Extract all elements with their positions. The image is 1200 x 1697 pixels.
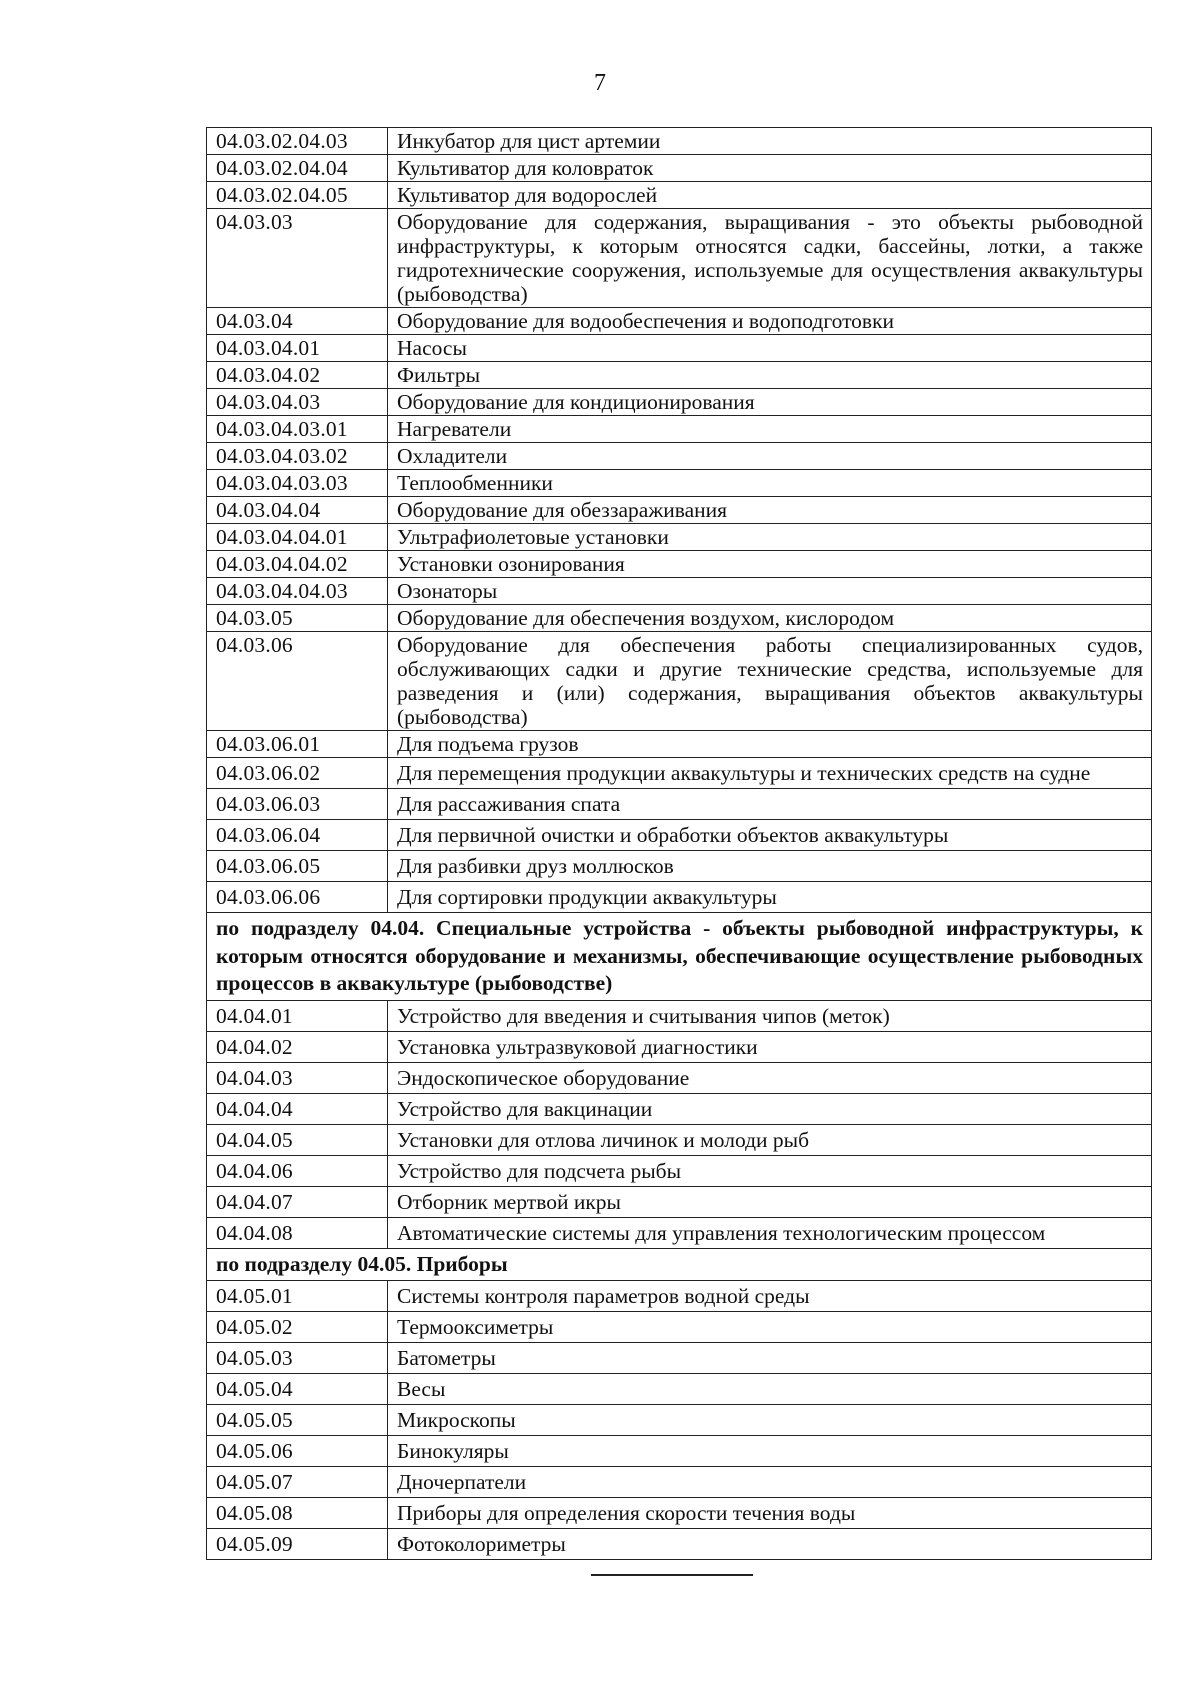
table-row bbox=[207, 443, 1152, 470]
table-row bbox=[207, 789, 1152, 820]
row-description: Микроскопы bbox=[388, 1405, 1152, 1436]
row-code: 04.03.06.05 bbox=[207, 851, 388, 882]
row-code: 04.03.02.04.04 bbox=[207, 155, 388, 182]
section-header-row bbox=[207, 1248, 1152, 1281]
row-description: Батометры bbox=[388, 1343, 1152, 1374]
table-row bbox=[207, 362, 1152, 389]
row-code: 04.05.09 bbox=[207, 1529, 388, 1560]
row-description: Весы bbox=[388, 1374, 1152, 1405]
row-description: Культиватор для водорослей bbox=[388, 182, 1152, 209]
row-description: Приборы для определения скорости течения воды bbox=[388, 1498, 1152, 1529]
table-row bbox=[207, 1186, 1152, 1217]
row-code: 04.03.04.04.02 bbox=[207, 551, 388, 578]
table-row bbox=[207, 1436, 1152, 1467]
row-description: Для разбивки друз моллюсков bbox=[388, 851, 1152, 882]
table-row bbox=[207, 820, 1152, 851]
table-row bbox=[207, 758, 1152, 789]
row-description: Устройство для введения и считывания чипов (меток) bbox=[388, 1000, 1152, 1031]
row-description: Нагреватели bbox=[388, 416, 1152, 443]
row-code: 04.04.01 bbox=[207, 1000, 388, 1031]
row-code: 04.05.02 bbox=[207, 1312, 388, 1343]
row-description: Оборудование для обеспечения воздухом, кислородом bbox=[388, 605, 1152, 632]
row-description: Ультрафиолетовые установки bbox=[388, 524, 1152, 551]
row-description: Для перемещения продукции аквакультуры и технических средств на судне bbox=[388, 758, 1152, 789]
row-description: Насосы bbox=[388, 335, 1152, 362]
row-description: Оборудование для кондиционирования bbox=[388, 389, 1152, 416]
row-code: 04.03.04.04.03 bbox=[207, 578, 388, 605]
table-row bbox=[207, 851, 1152, 882]
row-code: 04.03.06 bbox=[207, 632, 388, 731]
table-row bbox=[207, 1093, 1152, 1124]
row-code: 04.05.04 bbox=[207, 1374, 388, 1405]
row-description: Фотоколориметры bbox=[388, 1529, 1152, 1560]
row-description: Для подъема грузов bbox=[388, 731, 1152, 758]
row-description: Дночерпатели bbox=[388, 1467, 1152, 1498]
table-row bbox=[207, 1124, 1152, 1155]
row-code: 04.04.07 bbox=[207, 1186, 388, 1217]
table-row bbox=[207, 1467, 1152, 1498]
table-body-0405 bbox=[207, 1281, 1152, 1560]
row-code: 04.04.02 bbox=[207, 1031, 388, 1062]
table-row bbox=[207, 882, 1152, 913]
table-row bbox=[207, 551, 1152, 578]
row-code: 04.05.07 bbox=[207, 1467, 388, 1498]
row-code: 04.04.04 bbox=[207, 1093, 388, 1124]
row-code: 04.03.02.04.03 bbox=[207, 128, 388, 155]
row-code: 04.04.08 bbox=[207, 1217, 388, 1248]
table-row bbox=[207, 1498, 1152, 1529]
row-description: Охладители bbox=[388, 443, 1152, 470]
row-code: 04.03.04.03 bbox=[207, 389, 388, 416]
row-description: Культиватор для коловраток bbox=[388, 155, 1152, 182]
end-divider bbox=[591, 1574, 753, 1576]
row-code: 04.04.03 bbox=[207, 1062, 388, 1093]
classification-table bbox=[206, 127, 1152, 1560]
table-row bbox=[207, 1062, 1152, 1093]
row-code: 04.05.08 bbox=[207, 1498, 388, 1529]
row-description: Отборник мертвой икры bbox=[388, 1186, 1152, 1217]
table-row bbox=[207, 335, 1152, 362]
row-description: Для сортировки продукции аквакультуры bbox=[388, 882, 1152, 913]
row-description: Установки озонирования bbox=[388, 551, 1152, 578]
row-description: Бинокуляры bbox=[388, 1436, 1152, 1467]
row-code: 04.03.04.03.02 bbox=[207, 443, 388, 470]
table-row bbox=[207, 1155, 1152, 1186]
table-row bbox=[207, 1217, 1152, 1248]
row-code: 04.03.06.02 bbox=[207, 758, 388, 789]
page-number: 7 bbox=[594, 70, 606, 96]
row-description: Устройство для подсчета рыбы bbox=[388, 1155, 1152, 1186]
table-body-0404 bbox=[207, 1000, 1152, 1248]
row-code: 04.03.04 bbox=[207, 308, 388, 335]
row-code: 04.04.06 bbox=[207, 1155, 388, 1186]
table-row bbox=[207, 1343, 1152, 1374]
row-description: Теплообменники bbox=[388, 470, 1152, 497]
table-row bbox=[207, 182, 1152, 209]
row-description: Автоматические системы для управления технологическим процессом bbox=[388, 1217, 1152, 1248]
row-description: Фильтры bbox=[388, 362, 1152, 389]
section-0404 bbox=[207, 913, 1152, 1001]
row-code: 04.03.04.01 bbox=[207, 335, 388, 362]
table-row bbox=[207, 1000, 1152, 1031]
table-body-0403 bbox=[207, 128, 1152, 913]
row-description: Установки для отлова личинок и молоди рыб bbox=[388, 1124, 1152, 1155]
row-description: Оборудование для обеззараживания bbox=[388, 497, 1152, 524]
row-code: 04.03.05 bbox=[207, 605, 388, 632]
row-description: Оборудование для обеспечения работы специализированных судов, обслуживающих садки и другие технические средства, используемые для разведения и (или) содержания, выращивания объектов аквакультуры (рыбоводства) bbox=[388, 632, 1152, 731]
table-row bbox=[207, 497, 1152, 524]
row-description: Для рассаживания спата bbox=[388, 789, 1152, 820]
table-row bbox=[207, 1405, 1152, 1436]
row-code: 04.03.06.04 bbox=[207, 820, 388, 851]
row-description: Установка ультразвуковой диагностики bbox=[388, 1031, 1152, 1062]
table-row bbox=[207, 209, 1152, 308]
table-row bbox=[207, 605, 1152, 632]
table-row bbox=[207, 416, 1152, 443]
row-code: 04.03.06.06 bbox=[207, 882, 388, 913]
table-row bbox=[207, 1031, 1152, 1062]
row-description: Эндоскопическое оборудование bbox=[388, 1062, 1152, 1093]
row-code: 04.03.03 bbox=[207, 209, 388, 308]
row-code: 04.05.01 bbox=[207, 1281, 388, 1312]
row-description: Оборудование для водообеспечения и водоподготовки bbox=[388, 308, 1152, 335]
table-row bbox=[207, 155, 1152, 182]
row-code: 04.03.04.02 bbox=[207, 362, 388, 389]
row-code: 04.03.04.04.01 bbox=[207, 524, 388, 551]
section-0405 bbox=[207, 1248, 1152, 1281]
row-code: 04.03.04.04 bbox=[207, 497, 388, 524]
row-code: 04.05.05 bbox=[207, 1405, 388, 1436]
row-description: Инкубатор для цист артемии bbox=[388, 128, 1152, 155]
table-row bbox=[207, 1312, 1152, 1343]
row-code: 04.03.02.04.05 bbox=[207, 182, 388, 209]
row-description: Оборудование для содержания, выращивания - это объекты рыбоводной инфраструктуры, к которым относятся садки, бассейны, лотки, а также гидротехнические сооружения, используемые для осуществления аквакультуры (рыбоводства) bbox=[388, 209, 1152, 308]
section-header-0405: по подразделу 04.05. Приборы bbox=[207, 1248, 1152, 1281]
row-code: 04.05.06 bbox=[207, 1436, 388, 1467]
row-code: 04.03.06.01 bbox=[207, 731, 388, 758]
row-code: 04.03.06.03 bbox=[207, 789, 388, 820]
table-row bbox=[207, 308, 1152, 335]
table-row bbox=[207, 1529, 1152, 1560]
section-header-0404: по подразделу 04.04. Специальные устройства - объекты рыбоводной инфраструктуры, к которым относятся оборудование и механизмы, обеспечивающие осуществление рыбоводных процессов в аквакультуре (рыбоводстве) bbox=[207, 913, 1152, 1001]
table-row bbox=[207, 731, 1152, 758]
row-code: 04.03.04.03.03 bbox=[207, 470, 388, 497]
section-header-row bbox=[207, 913, 1152, 1001]
row-description: Для первичной очистки и обработки объектов аквакультуры bbox=[388, 820, 1152, 851]
table-row bbox=[207, 578, 1152, 605]
row-description: Системы контроля параметров водной среды bbox=[388, 1281, 1152, 1312]
row-code: 04.04.05 bbox=[207, 1124, 388, 1155]
table-row bbox=[207, 1281, 1152, 1312]
row-description: Термооксиметры bbox=[388, 1312, 1152, 1343]
row-code: 04.05.03 bbox=[207, 1343, 388, 1374]
row-description: Устройство для вакцинации bbox=[388, 1093, 1152, 1124]
table-row bbox=[207, 470, 1152, 497]
table-row bbox=[207, 1374, 1152, 1405]
table-row bbox=[207, 524, 1152, 551]
table-row bbox=[207, 389, 1152, 416]
table-row bbox=[207, 128, 1152, 155]
table-row bbox=[207, 632, 1152, 731]
row-description: Озонаторы bbox=[388, 578, 1152, 605]
row-code: 04.03.04.03.01 bbox=[207, 416, 388, 443]
